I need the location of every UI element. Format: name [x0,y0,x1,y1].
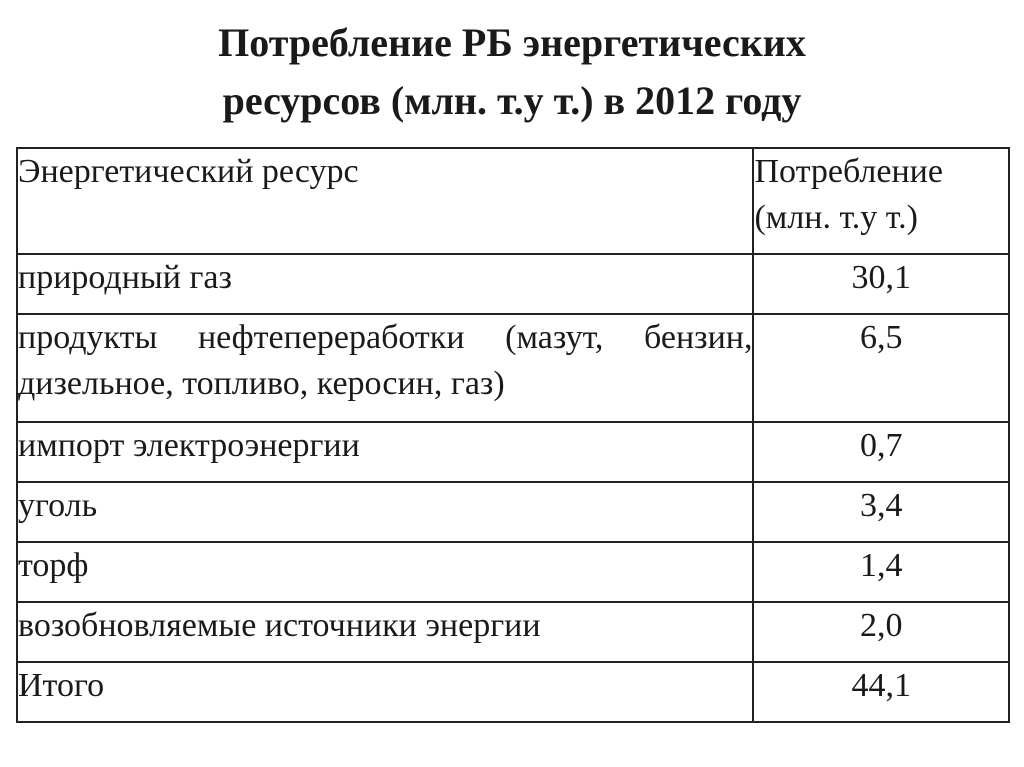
total-label: Итого [17,662,753,722]
table-total-row [17,662,1009,722]
page-title [0,14,1024,130]
header-resource: Энергетический ресурс [17,148,753,254]
table-row [17,602,1009,662]
energy-consumption-table [16,147,1010,723]
value-cell: 2,0 [753,602,1009,662]
table-header-row [17,148,1009,254]
title-line-1: Потребление РБ энергетических [218,20,806,65]
resource-cell: торф [17,542,753,602]
resource-cell: возобновляемые источники энергии [17,602,753,662]
value-cell: 30,1 [753,254,1009,314]
resource-cell: продукты нефтепереработки (мазут, бензин, дизельное, топливо, керосин, газ) [17,314,753,422]
table-row [17,254,1009,314]
table-row [17,314,1009,422]
resource-cell: уголь [17,482,753,542]
value-cell: 0,7 [753,422,1009,482]
header-consumption-line-2: (млн. т.у т.) [754,199,918,236]
table-row [17,422,1009,482]
header-consumption-line-1: Потребление [754,153,943,190]
total-value: 44,1 [753,662,1009,722]
table-row [17,542,1009,602]
value-cell: 6,5 [753,314,1009,422]
value-cell: 3,4 [753,482,1009,542]
value-cell: 1,4 [753,542,1009,602]
resource-cell: импорт электроэнергии [17,422,753,482]
header-consumption [753,148,1009,254]
table-row [17,482,1009,542]
title-line-2: ресурсов (млн. т.у т.) в 2012 году [222,78,802,123]
resource-cell: природный газ [17,254,753,314]
